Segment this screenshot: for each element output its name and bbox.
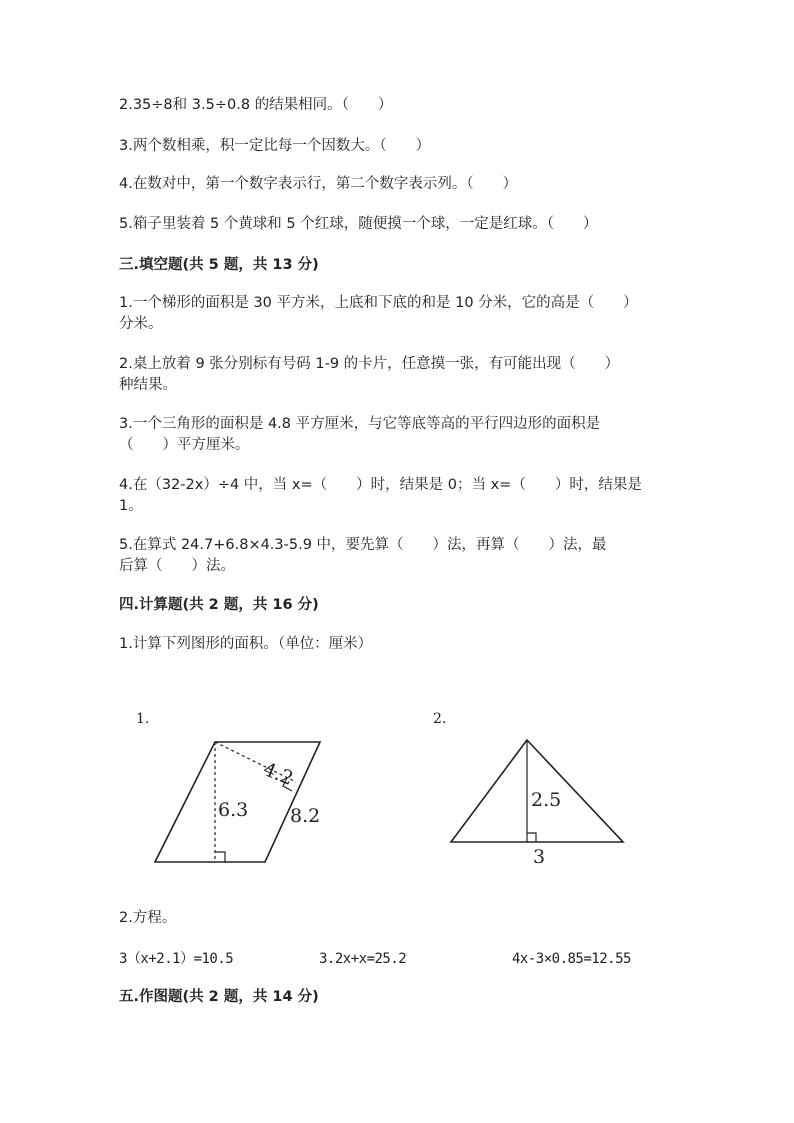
equation-3: 4x-3×0.85=12.55 — [512, 951, 631, 967]
fill-blank-item-3: 3.一个三角形的面积是 4.8 平方厘米，与它等底等高的平行四边形的面积是 （ ）平方厘米。 — [119, 416, 601, 453]
figure-1-label: 1. — [136, 711, 150, 727]
judgment-item-2: 2.35÷8和 3.5÷0.8 的结果相同。（ ） — [119, 97, 393, 113]
calc-question-2: 2.方程。 — [119, 910, 177, 926]
triangle-right-angle-mark — [527, 833, 536, 842]
section-heading-calc: 四.计算题(共 2 题，共 16 分) — [119, 597, 319, 613]
judgment-item-4: 4.在数对中，第一个数字表示行，第二个数字表示列。（ ） — [119, 176, 518, 192]
dim-6.3: 6.3 — [218, 799, 249, 821]
fill-blank-item-5: 5.在算式 24.7+6.8×4.3-5.9 中，要先算（ ）法，再算（ ）法，最 后算（ ）法。 — [119, 537, 607, 574]
fill-blank-item-1: 1.一个梯形的面积是 30 平方米，上底和下底的和是 10 分米，它的高是（ ） 分米。 — [119, 295, 638, 332]
section-heading-fill-blank: 三.填空题(共 5 题，共 13 分) — [119, 257, 319, 273]
equation-1: 3（x+2.1）=10.5 — [119, 951, 234, 967]
fill-blank-item-2: 2.桌上放着 9 张分别标有号码 1-9 的卡片，任意摸一张，有可能出现（ ） 种结果。 — [119, 356, 620, 393]
judgment-item-3: 3.两个数相乘，积一定比每一个因数大。（ ） — [119, 138, 431, 154]
fill-blank-item-4: 4.在（32-2x）÷4 中，当 x=（ ）时，结果是 0；当 x=（ ）时，结果是 1。 — [119, 477, 642, 514]
dim-3: 3 — [533, 846, 546, 868]
calc-question-1: 1.计算下列图形的面积。（单位：厘米） — [119, 636, 373, 652]
triangle-figure — [445, 730, 635, 870]
right-angle-mark-bottom — [215, 852, 225, 862]
section-heading-drawing: 五.作图题(共 2 题，共 14 分) — [119, 989, 319, 1005]
parallelogram-figure — [140, 730, 340, 870]
dim-2.5: 2.5 — [531, 789, 562, 811]
dim-8.2: 8.2 — [290, 805, 321, 827]
equation-2: 3.2x+x=25.2 — [319, 951, 407, 967]
figure-2-label: 2. — [433, 711, 447, 727]
dim-4.2: 4.2 — [260, 758, 297, 790]
judgment-item-5: 5.箱子里装着 5 个黄球和 5 个红球，随便摸一个球，一定是红球。（ ） — [119, 216, 598, 232]
